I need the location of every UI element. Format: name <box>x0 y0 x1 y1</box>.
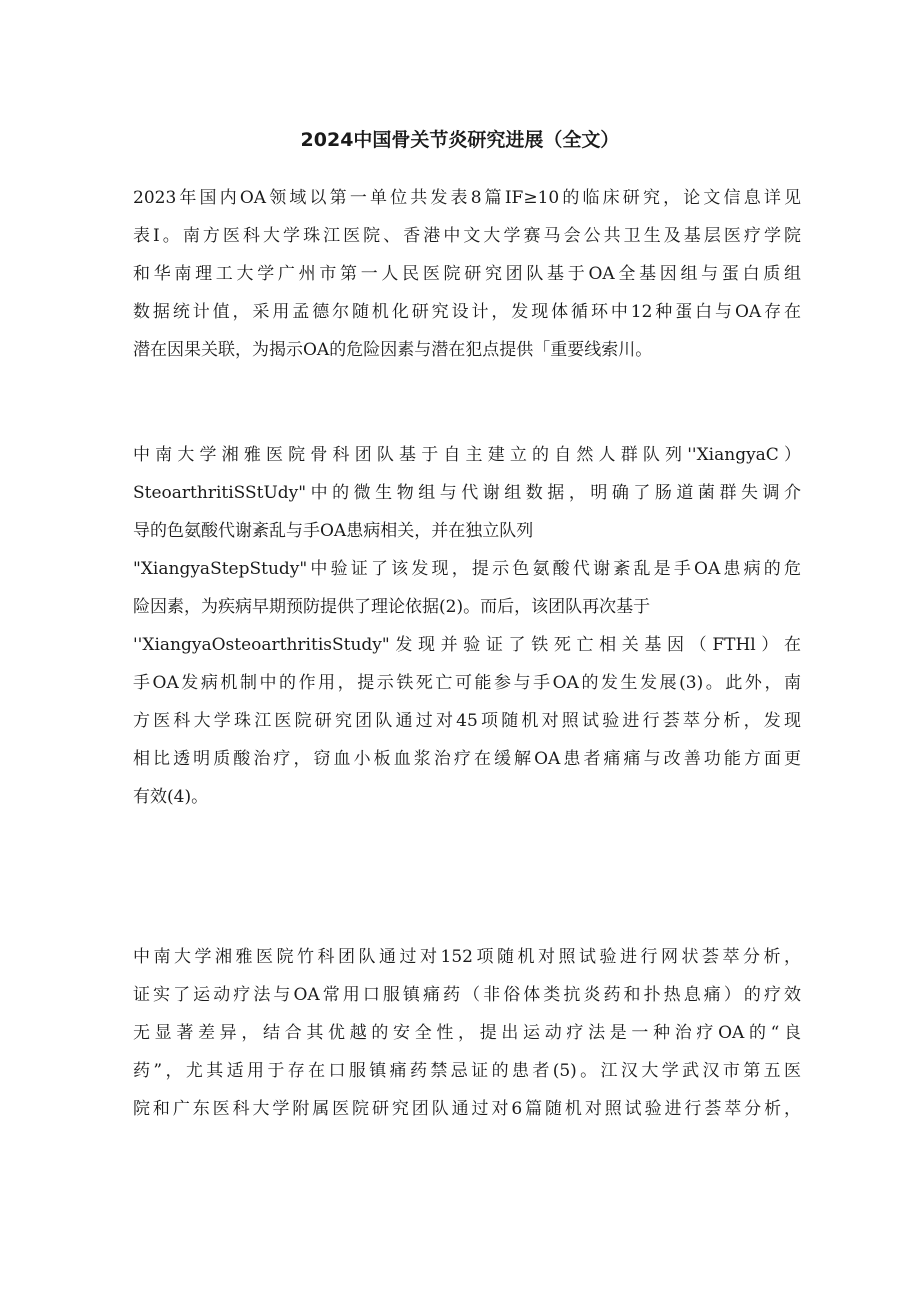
paragraph-line: SteoarthritiSStUdy"中的微生物组与代谢组数据，明确了肠道菌群失调介 <box>133 483 801 503</box>
paragraph-line: 有效(4)。 <box>133 787 209 807</box>
paragraph-line: 中南大学湘雅医院竹科团队通过对152项随机对照试验进行网状荟萃分析， <box>133 947 801 967</box>
paragraph-line: 药”，尤其适用于存在口服镇痛药禁忌证的患者(5)。江汉大学武汉市第五医 <box>133 1061 801 1081</box>
paragraph-line: 潜在因果关联，为揭示OA的危险因素与潜在犯点提供「重要线索川。 <box>133 340 653 360</box>
paragraph-1 <box>133 179 801 369</box>
paragraph-line: "XiangyaStepStudy"中验证了该发现，提示色氨酸代谢紊乱是手OA患病的危 <box>133 559 801 579</box>
paragraph-line: 方医科大学珠江医院研究团队通过对45项随机对照试验进行荟萃分析，发现 <box>133 711 801 731</box>
paragraph-line: 和华南理工大学广州市第一人民医院研究团队基于OA全基因组与蛋白质组 <box>133 264 801 284</box>
paragraph-line: ''XiangyaOsteoarthritisStudy"发现并验证了铁死亡相关基因（FTHl）在 <box>133 635 801 655</box>
paragraph-line: 手OA发病机制中的作用，提示铁死亡可能参与手OA的发生发展(3)。此外，南 <box>133 673 801 693</box>
paragraph-line: 导的色氨酸代谢紊乱与手OA患病相关，并在独立队列 <box>133 521 534 541</box>
paragraph-line: 中南大学湘雅医院骨科团队基于自主建立的自然人群队列''XiangyaC） <box>133 445 801 465</box>
paragraph-line: 2023年国内OA领域以第一单位共发表8篇IF≥10的临床研究，论文信息详见 <box>133 188 801 208</box>
document-title: 2024中国骨关节炎研究进展（全文） <box>300 129 620 151</box>
paragraph-line: 表I。南方医科大学珠江医院、香港中文大学赛马会公共卫生及基层医疗学院 <box>133 226 801 246</box>
paragraph-line: 数据统计值，采用孟德尔随机化研究设计，发现体循环中12种蛋白与OA存在 <box>133 302 801 322</box>
paragraph-line: 无显著差异，结合其优越的安全性，提出运动疗法是一种治疗OA的“良 <box>133 1023 801 1043</box>
paragraph-line: 院和广东医科大学附属医院研究团队通过对6篇随机对照试验进行荟萃分析， <box>133 1099 801 1119</box>
paragraph-line: 险因素，为疾病早期预防提供了理论依据(2)。而后，该团队再次基于 <box>133 597 651 617</box>
paragraph-3 <box>133 938 801 1128</box>
paragraph-line: 相比透明质酸治疗，窃血小板血浆治疗在缓解OA患者痛痛与改善功能方面更 <box>133 749 801 769</box>
paragraph-2 <box>133 436 801 816</box>
paragraph-line: 证实了运动疗法与OA常用口服镇痛药（非俗体类抗炎药和扑热息痛）的疗效 <box>133 985 801 1005</box>
